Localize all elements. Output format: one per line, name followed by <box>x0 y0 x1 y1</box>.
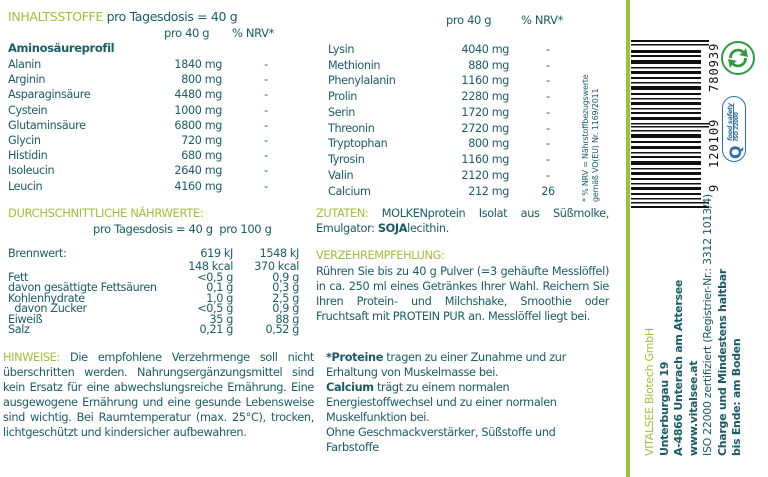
amino-nrv: - <box>546 74 550 88</box>
company-web: www.vitalsee.at <box>686 360 700 456</box>
amino-name: Alanin <box>8 58 41 71</box>
amino-name: Isoleucin <box>8 164 55 178</box>
food-safety-text <box>727 103 741 141</box>
amino-table-right <box>328 42 588 202</box>
amino-name: Glutaminsäure <box>8 118 86 132</box>
nutrient-per-dose: <0,5 g <box>197 270 233 284</box>
nutrient-name: Fett <box>8 270 29 284</box>
right-col-nrv-header: % NRV* <box>521 13 564 27</box>
amino-name: Asparaginsäure <box>8 88 91 102</box>
amino-nrv: - <box>264 134 268 147</box>
amino-amount: 800 mg <box>181 73 222 87</box>
calcium-claim-bold: Calcium <box>326 381 374 394</box>
amino-amount: 2640 mg <box>174 164 222 178</box>
amino-nrv: - <box>264 164 268 178</box>
company-info <box>643 196 745 456</box>
nutrient-per-100: 370 kcal <box>254 259 299 273</box>
barcode-digit-first: 9 <box>707 183 721 192</box>
nrv-footnote <box>581 62 600 202</box>
amino-nrv: - <box>546 105 550 119</box>
amino-name: Tryptophan <box>328 137 388 151</box>
nutrient-name: Salz <box>8 323 30 336</box>
nutrition-col-header: pro Tagesdosis = 40 g pro 100 g <box>93 222 272 236</box>
nutrient-per-100: 88 g <box>275 312 299 326</box>
protein-claim-bold: *Proteine <box>326 351 384 364</box>
amino-nrv: - <box>546 121 550 135</box>
nutrient-name: davon gesättigte Fettsäuren <box>8 281 157 294</box>
nutrient-name: davon Zucker <box>8 302 87 315</box>
amino-nrv: - <box>546 168 550 182</box>
amino-amount: 880 mg <box>468 58 509 72</box>
amino-nrv: - <box>264 149 268 163</box>
nutrient-per-100: 0,52 g <box>265 323 299 336</box>
nutrient-per-100: 1548 kJ <box>259 247 299 260</box>
company-batch2: bis Ende: am Boden <box>730 338 743 456</box>
nutrient-per-dose: <0,5 g <box>197 302 233 315</box>
amino-name: Phenylalanin <box>328 74 396 88</box>
ingredients-text-end: lecithin. <box>407 222 449 235</box>
amino-nrv: - <box>264 58 268 71</box>
nutrient-per-100: 2,5 g <box>272 291 299 305</box>
calcium-claim-text: trägt zu einem normalen Energiestoffwechsel und zu einer normalen Muskelfunktion bei. <box>326 381 557 424</box>
amino-amount: 6800 mg <box>174 118 222 132</box>
amino-amount: 800 mg <box>468 137 509 151</box>
amino-nrv: - <box>546 152 550 166</box>
amino-nrv: - <box>264 103 268 117</box>
amino-name: Cystein <box>8 103 48 117</box>
left-col-amount-header: pro 40 g <box>164 26 210 40</box>
hints-paragraph <box>3 350 314 440</box>
nutrient-per-100: 0,9 g <box>272 270 299 284</box>
protein-claim-text: tragen zu einer Zunahme und zur Erhaltung von Muskelmasse bei. <box>326 351 566 379</box>
food-safety-q: Q <box>726 145 745 159</box>
ingredients-text: MOLKENprotein Isolat aus Süßmolke, Emulgator: <box>316 207 609 235</box>
amino-amount: 1840 mg <box>174 58 222 71</box>
amino-amount: 4480 mg <box>174 88 222 102</box>
amino-nrv: - <box>264 73 268 87</box>
nutrient-per-100: 0,3 g <box>272 281 299 294</box>
right-col-amount-header: pro 40 g <box>446 13 492 27</box>
calcium-amount: 212 mg <box>468 185 509 198</box>
amino-amount: 680 mg <box>181 149 222 163</box>
nutrient-name: Eiweiß <box>8 312 43 326</box>
nutrient-name: Brennwert: <box>8 247 67 260</box>
company-batch: Charge und Mindestens haltbar <box>715 269 729 456</box>
amino-amount: 2720 mg <box>461 121 509 135</box>
nutrient-per-dose: 1,0 g <box>206 291 233 305</box>
left-col-nrv-header: % NRV* <box>232 26 275 40</box>
amino-amount: 1160 mg <box>461 74 509 88</box>
amino-nrv: - <box>546 43 550 56</box>
barcode-bars-icon <box>631 40 711 215</box>
nutrition-title: DURCHSCHNITTLICHE NÄHRWERTE: <box>8 206 204 220</box>
amino-name: Threonin <box>328 121 375 135</box>
ingredients-header-title: INHALTSSTOFFE <box>8 9 103 24</box>
amino-name: Prolin <box>328 90 357 104</box>
nutrient-per-100: 0,9 g <box>272 302 299 315</box>
amino-name: Lysin <box>328 43 355 56</box>
hints-text: Die empfohlene Verzehrmenge soll nicht überschritten werden. Nahrungsergänzungsmittel sind kein Ersatz für eine abwechslungsreiche Ernährung. Eine ausgewogene Ernährung und eine gesunde Lebensweise sind wichtig. Bei Raumtemperatur (max. 25°C), trocken, lichtgeschützt und kindersicher aufbewahren. <box>3 351 314 439</box>
amino-name: Glycin <box>8 134 41 147</box>
amino-amount: 4040 mg <box>461 43 509 56</box>
calcium-nrv: 26 <box>541 185 555 198</box>
barcode <box>631 40 711 215</box>
calcium-name: Calcium <box>328 185 371 198</box>
ingredients-label: ZUTATEN: <box>316 207 369 220</box>
recommendation-text: Rühren Sie bis zu 40 g Pulver (=3 gehäufte Messlöffel) in ca. 250 ml eines Getränkes Ihrer Wahl. Reichern Sie Ihren Protein- und Milchshake, Smoothie oder Fruchtsaft mit PROTEIN PUR an. Messlöffel liegt bei. <box>316 265 609 323</box>
ingredients-allergen: SOJA <box>377 222 408 235</box>
nrv-footnote-line2: gemäß VO(EU) Nr. 1169/2011 <box>590 88 600 202</box>
amino-table-left <box>8 57 308 197</box>
ingredients-paragraph <box>316 206 609 236</box>
food-safety-line1: food safety <box>726 103 734 141</box>
amino-nrv: - <box>264 118 268 132</box>
amino-profile-heading: Aminosäureprofil <box>8 41 115 55</box>
amino-name: Histidin <box>8 149 48 163</box>
recommendation-label: VERZEHREMPFEHLUNG: <box>316 249 445 262</box>
claims-paragraph <box>326 350 609 455</box>
amino-nrv: - <box>264 88 268 102</box>
company-city: A-4866 Unterach am Attersee <box>672 279 685 456</box>
amino-nrv: - <box>546 137 550 151</box>
ingredients-header-subtitle: pro Tagesdosis = 40 g <box>106 9 238 24</box>
amino-amount: 720 mg <box>181 134 222 147</box>
nutrient-per-dose: 0,1 g <box>206 281 233 294</box>
amino-amount: 1000 mg <box>174 103 222 117</box>
nrv-footnote-line1: * % NRV = Nährstoffbezugswerte <box>581 74 590 202</box>
amino-nrv: - <box>546 58 550 72</box>
amino-amount: 2280 mg <box>461 90 509 104</box>
company-iso: ISO 22000 zertifiziert (Registrier-Nr.: 3312 1013/4) <box>701 194 714 456</box>
free-from-claim: Ohne Geschmackverstärker, Süßstoffe und Farbstoffe <box>326 426 556 454</box>
nutrition-table <box>8 248 308 348</box>
amino-amount: 1160 mg <box>461 152 509 166</box>
food-safety-badge <box>722 96 746 162</box>
company-street: Unterburgau 19 <box>657 361 671 456</box>
ingredients-header <box>8 9 237 24</box>
amino-nrv: - <box>264 179 268 193</box>
amino-name: Leucin <box>8 179 43 193</box>
nutrient-per-dose: 35 g <box>209 312 233 326</box>
amino-name: Methionin <box>328 58 381 72</box>
nutrient-per-dose: 148 kcal <box>188 259 233 273</box>
food-safety-line2: ISO 22000 <box>734 112 740 141</box>
company-name: VITALSEE Biotech GmbH <box>643 328 656 456</box>
hints-label: HINWEISE: <box>3 351 60 364</box>
amino-amount: 2120 mg <box>461 168 509 182</box>
nutrient-per-dose: 0,21 g <box>199 323 233 336</box>
nutrient-name: Kohlenhydrate <box>8 291 85 305</box>
nutrient-per-dose: 619 kJ <box>200 247 233 260</box>
amino-nrv: - <box>546 90 550 104</box>
protein-claim <box>326 350 609 380</box>
barcode-group2: 780939 <box>707 42 721 92</box>
amino-amount: 1720 mg <box>461 105 509 119</box>
calcium-claim <box>326 380 609 425</box>
amino-name: Arginin <box>8 73 46 87</box>
barcode-group1: 120109 <box>707 118 721 168</box>
amino-name: Serin <box>328 105 356 119</box>
amino-amount: 4160 mg <box>174 179 222 193</box>
amino-name: Valin <box>328 168 354 182</box>
green-divider <box>626 0 630 477</box>
recycle-logo-icon <box>720 40 756 76</box>
amino-name: Tyrosin <box>328 152 365 166</box>
